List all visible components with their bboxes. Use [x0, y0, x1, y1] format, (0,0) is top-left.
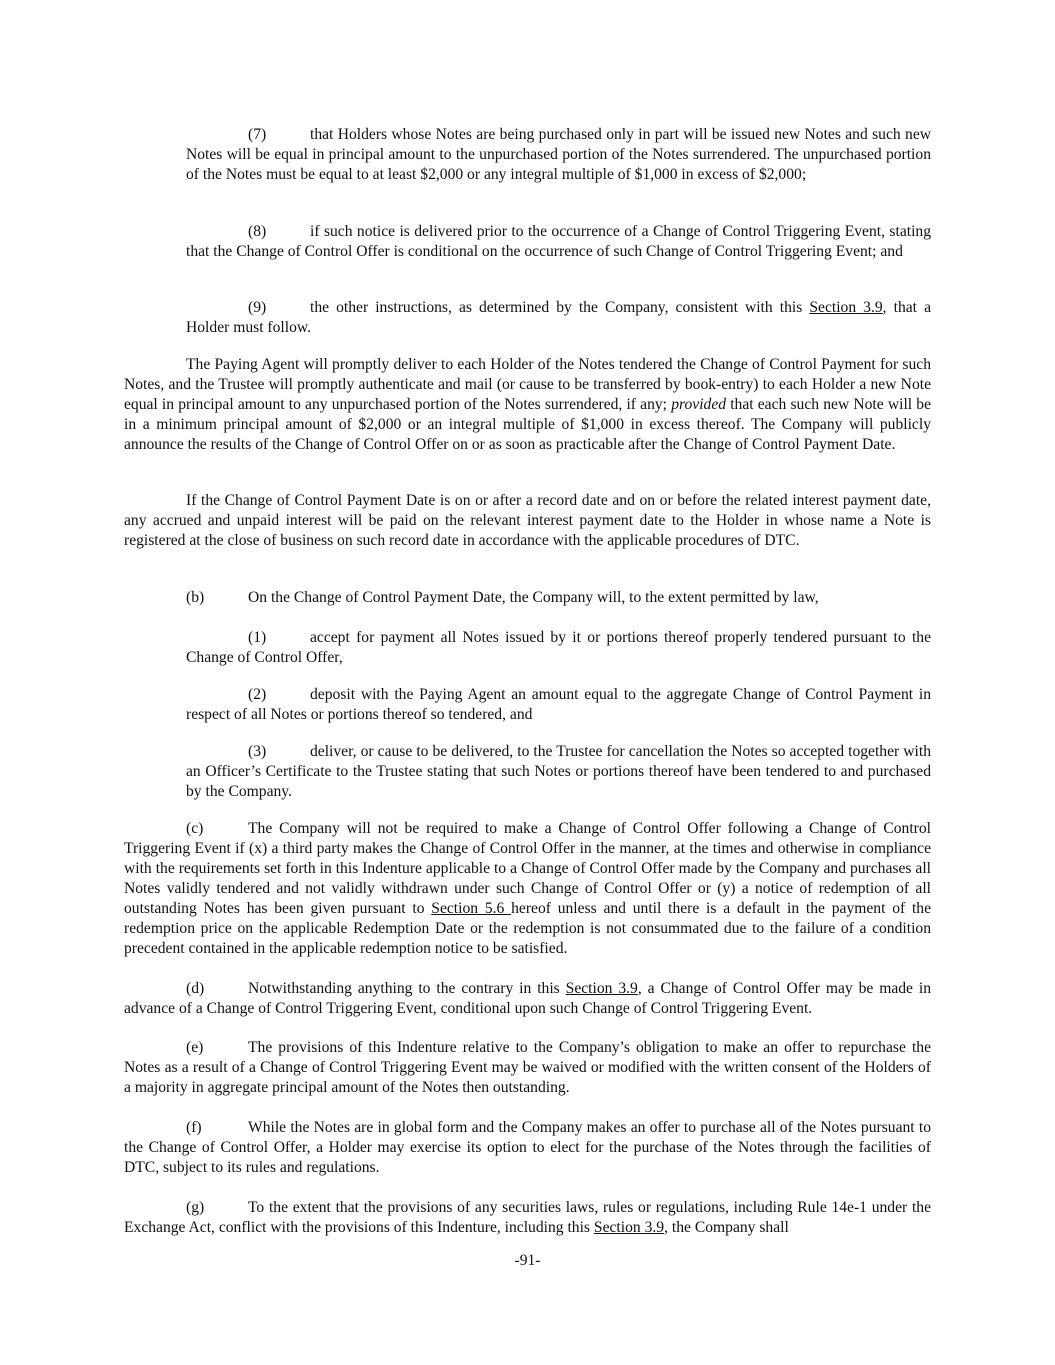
clause-number: (c) [186, 820, 204, 837]
clause-text: Notwithstanding anything to the contrary in this [248, 980, 566, 997]
clause-2 [186, 685, 931, 725]
clause-text: The provisions of this Indenture relative to the Company’s obligation to make an offer to repurchase the Notes as a result of a Change of Control Triggering Event may be waived or modified with the written consent of the Holders of a majority in aggregate principal amount of the Notes then outstanding. [124, 1039, 931, 1096]
clause-text: the other instructions, as determined by the Company, consistent with this [310, 299, 810, 316]
paragraph-text: that each such new Note will be in a minimum principal amount of $2,000 or an integral multiple of $1,000 in excess thereof. The Company will publicly announce the results of the Change of Control Offer on or as soon as practicable after the Change of Control Payment Date. [124, 396, 931, 453]
paying-agent-paragraph [124, 355, 931, 455]
clause-1 [186, 628, 931, 668]
clause-number: (e) [186, 1039, 204, 1056]
section-c [124, 819, 931, 959]
record-date-paragraph [124, 491, 931, 551]
section-g [124, 1198, 931, 1238]
clause-number: (f) [186, 1119, 202, 1136]
clause-text: , a Change of Control Offer may be made in advance of a Change of Control Triggering Event, conditional upon such Change of Control Triggering Event. [124, 980, 931, 1017]
section-reference: Section 3.9 [809, 299, 883, 316]
clause-number: (b) [186, 589, 205, 606]
clause-9 [186, 298, 931, 338]
clause-text: To the extent that the provisions of any securities laws, rules or regulations, including Rule 14e-1 under the Exchange Act, conflict with the provisions of this Indenture, including this [124, 1199, 931, 1236]
clause-text: accept for payment all Notes issued by it or portions thereof properly tendered pursuant to the Change of Control Offer, [186, 629, 931, 666]
clause-number: (8) [248, 223, 267, 240]
clause-text: deposit with the Paying Agent an amount equal to the aggregate Change of Control Payment in respect of all Notes or portions thereof so tendered, and [186, 686, 931, 723]
clause-text: , that a Holder must follow. [186, 299, 931, 336]
clause-number: (2) [248, 686, 267, 703]
section-b [124, 588, 931, 608]
clause-number: (d) [186, 980, 205, 997]
clause-text: that Holders whose Notes are being purchased only in part will be issued new Notes and such new Notes will be equal in principal amount to the unpurchased portion of the Notes surrendered. The unpurchased portion of the Notes must be equal to at least $2,000 or any integral multiple of $1,000 in excess of $2,000; [186, 126, 931, 183]
clause-number: (7) [248, 126, 267, 143]
clause-text: , the Company shall [664, 1219, 789, 1236]
italic-term: provided [671, 396, 727, 413]
section-reference: Section 3.9 [565, 980, 638, 997]
paragraph-text: The Paying Agent will promptly deliver to each Holder of the Notes tendered the Change of Control Payment for such Notes, and the Trustee will promptly authenticate and mail (or cause to be transferred by book-entry) to each Holder a new Note equal in principal amount to any unpurchased portion of the Notes surrendered, if any; [124, 356, 931, 413]
section-d [124, 979, 931, 1019]
section-f [124, 1118, 931, 1178]
section-reference: Section 5.6 [431, 900, 512, 917]
clause-number: (1) [248, 629, 267, 646]
clause-text: if such notice is delivered prior to the occurrence of a Change of Control Triggering Event, stating that the Change of Control Offer is conditional on the occurrence of such Change of Control Triggering Event; and [186, 223, 931, 260]
paragraph-text: If the Change of Control Payment Date is on or after a record date and on or before the related interest payment date, any accrued and unpaid interest will be paid on the relevant interest payment date to the Holder in whose name a Note is registered at the close of business on such record date in accordance with the applicable procedures of DTC. [124, 492, 931, 549]
clause-number: (3) [248, 743, 267, 760]
clause-3 [186, 742, 931, 802]
clause-text: deliver, or cause to be delivered, to the Trustee for cancellation the Notes so accepted together with an Officer’s Certificate to the Trustee stating that such Notes or portions thereof have been tendered to and purchased by the Company. [186, 743, 931, 800]
section-reference: Section 3.9 [593, 1219, 665, 1236]
clause-text: hereof unless and until there is a default in the payment of the redemption price on the applicable Redemption Date or the redemption is not consummated due to the failure of a condition precedent contained in the applicable redemption notice to be satisfied. [124, 900, 932, 957]
clause-text: The Company will not be required to make a Change of Control Offer following a Change of Control Triggering Event if (x) a third party makes the Change of Control Offer in the manner, at the times and otherwise in compliance with the requirements set forth in this Indenture applicable to a Change of Control Offer made by the Company and purchases all Notes validly tendered and not validly withdrawn under such Change of Control Offer or (y) a notice of redemption of all outstanding Notes has been given pursuant to [124, 820, 931, 917]
clause-8 [186, 222, 931, 262]
clause-text: On the Change of Control Payment Date, the Company will, to the extent permitted by law, [248, 589, 819, 606]
clause-number: (g) [186, 1199, 205, 1216]
clause-number: (9) [248, 299, 267, 316]
clause-text: While the Notes are in global form and the Company makes an offer to purchase all of the Notes pursuant to the Change of Control Offer, a Holder may exercise its option to elect for the purchase of the Notes through the facilities of DTC, subject to its rules and regulations. [124, 1119, 931, 1176]
section-e [124, 1038, 931, 1098]
clause-7 [186, 125, 931, 185]
page-number: -91- [514, 1252, 541, 1269]
